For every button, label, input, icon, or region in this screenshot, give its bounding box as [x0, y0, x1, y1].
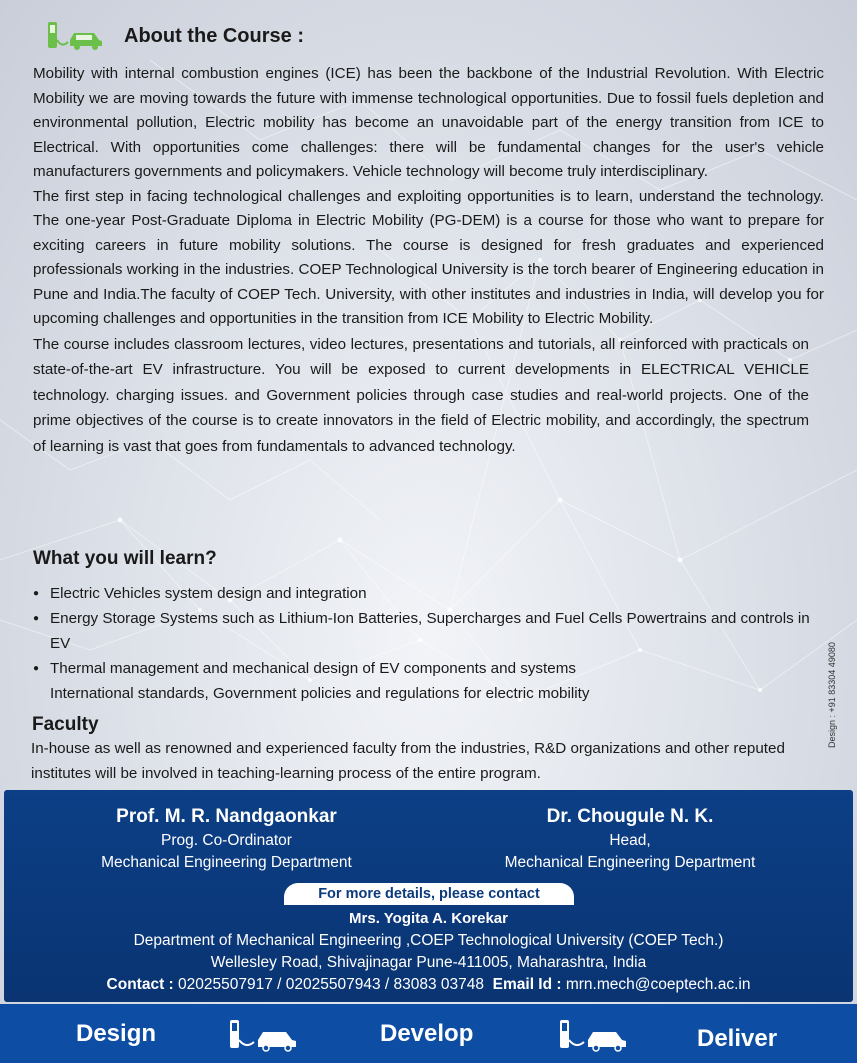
learn-list: [33, 581, 813, 706]
footer-word-deliver: Deliver: [697, 1025, 778, 1052]
contact-name: Mrs. Yogita A. Korekar: [349, 910, 508, 927]
about-paragraph-2: The first step in facing technological challenges and exploiting opportunities is to learn, understand the technology. The one-year Post-Graduate Diploma in Electric Mobility (PG-DEM) is a course for those who want to prepare for exciting careers in future mobility solutions. The course is designed for fresh graduates and experienced professionals working in the industries. COEP Technological University is the torch bearer of Engineering education in Pune and India.The faculty of COEP Tech. University, with other institutes and industries in India, will develop you for upcoming challenges and opportunities in the transition from ICE Mobility to Electric Mobility.: [33, 187, 824, 327]
person-2-dept: Mechanical Engineering Department: [504, 854, 756, 871]
person-2-role: Head,: [609, 832, 651, 849]
email-label: Email Id :: [492, 976, 562, 993]
address-line-2: Wellesley Road, Shivajinagar Pune-411005, Maharashtra, India: [210, 954, 647, 971]
ev-charger-car-icon: [228, 1018, 300, 1052]
contact-person-1: [64, 804, 389, 874]
contact-label: Contact :: [106, 976, 174, 993]
person-1-dept: Mechanical Engineering Department: [101, 854, 352, 871]
about-body: [33, 62, 824, 459]
contact-person-2: [482, 804, 778, 874]
list-item: ● Energy Storage Systems such as Lithium-Ion Batteries, Supercharges and Fuel Cells Powertrains and controls in EV: [33, 606, 813, 656]
footer-word-design: Design: [76, 1020, 157, 1047]
list-item: ● Thermal management and mechanical design of EV components and systems: [33, 656, 813, 681]
about-title: About the Course :: [124, 24, 304, 47]
person-1-name: Prof. M. R. Nandgaonkar: [116, 806, 337, 827]
contact-banner: For more details, please contact: [284, 883, 574, 905]
contact-line: [4, 974, 853, 996]
faculty-title: Faculty: [32, 714, 99, 735]
about-paragraph-1: Mobility with internal combustion engines (ICE) has been the backbone of the Industrial Revolution. With Electric Mobility we are moving towards the future with immense technological opportunities. Due to fossil fuels depletion and environmental pollution, Electric mobility has become an unavoidable part of the energy transition from ICE to Electrical. With opportunities come challenges: there will be fundamental changes for the user's vehicle manufacturers governments and policymakers. Vehicle technology will become truly interdisciplinary.: [33, 65, 824, 180]
person-1-role: Prog. Co-Ordinator: [161, 832, 292, 849]
list-item: ● Electric Vehicles system design and integration: [33, 581, 813, 606]
address-line-1: Department of Mechanical Engineering ,COEP Technological University (COEP Tech.): [133, 932, 724, 949]
phone-numbers[interactable]: 02025507917 / 02025507943 / 83083 03748: [178, 976, 485, 993]
faculty-text: In-house as well as renowned and experienced faculty from the industries, R&D organizations and other reputed institutes will be involved in teaching-learning process of the entire program.: [31, 740, 785, 782]
footer-bar: [0, 1004, 857, 1063]
contact-panel: [4, 790, 853, 1002]
about-heading-row: [44, 20, 304, 52]
design-credit: Design : +91 83304 49080: [827, 642, 837, 748]
footer-word-develop: Develop: [380, 1020, 474, 1047]
learn-title: What you will learn?: [33, 548, 217, 569]
person-2-name: Dr. Chougule N. K.: [546, 806, 714, 827]
about-paragraph-3: The course includes classroom lectures, video lectures, presentations and tutorials, all reinforced with practicals on state-of-the-art EV infrastructure. You will be exposed to current developments in ELECTRICAL VEHICLE technology. charging issues. and Government policies through case studies and real-world projects. One of the prime objectives of the course is to create innovators in the field of Electric mobility, and accordingly, the spectrum of learning is vast that goes from fundamentals to advanced technology.: [33, 335, 809, 455]
contact-details: [4, 908, 853, 996]
email-link[interactable]: mrn.mech@coeptech.ac.in: [565, 976, 751, 993]
ev-charger-car-icon: [44, 20, 106, 52]
list-item: International standards, Government policies and regulations for electric mobility: [50, 685, 590, 702]
ev-charger-car-icon: [558, 1018, 630, 1052]
